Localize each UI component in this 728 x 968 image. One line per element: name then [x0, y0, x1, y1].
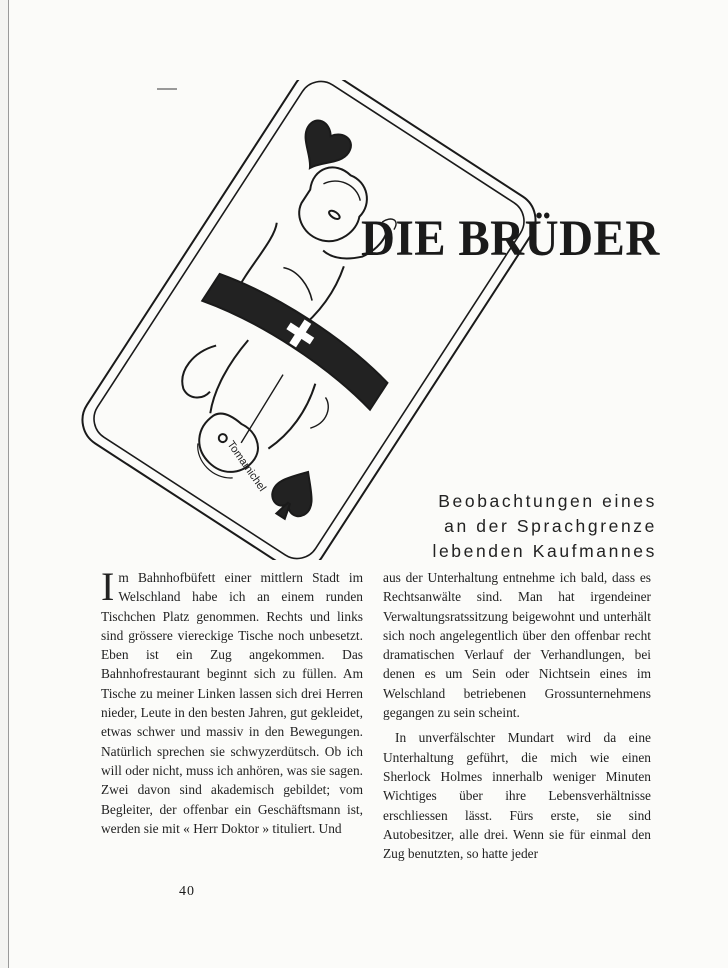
- article-title: DIE BRÜDER: [361, 210, 660, 268]
- lower-figure-eye: [217, 433, 228, 444]
- page-number: 40: [179, 884, 195, 899]
- illustrator-signature: Tomamichel: [224, 438, 269, 494]
- magazine-page: [8, 0, 728, 968]
- subtitle-line-2: an der Sprachgrenze: [444, 516, 657, 536]
- article-subtitle: [432, 489, 657, 564]
- subtitle-line-1: Beobachtungen eines: [438, 491, 657, 511]
- drop-cap: I: [101, 564, 115, 609]
- right-column-paragraph-1: aus der Unterhaltung entnehme ich bald, dass es Rechtsanwälte sind. Man hat irgendeiner Verwaltungsratssitzung beigewohnt und unterhält sich noch angelegentlich über den offenbar recht dramatischen Verlauf der Verhandlungen, bei denen es um Sein oder Nichtsein eines im Welschland betriebenen Grossunternehmens gegangen zu sein scheint.: [383, 570, 651, 721]
- left-text-column: [101, 564, 363, 838]
- right-text-column: [383, 568, 651, 863]
- right-column-paragraph-2: In unverfälschter Mundart wird da eine Unterhaltung geführt, die mich wie einen Sherlock Holmes innerhalb weniger Minuten Wichtiges über ihre Lebensverhältnisse erschliessen lässt. Fürs erste, sie sind Autobesitzer, alle drei. Wenn sie für einmal den Zug benutzten, so hatte jeder: [383, 730, 651, 862]
- spade-icon: [263, 461, 326, 527]
- left-column-paragraph: m Bahnhofbüfett einer mittlern Stadt im Welschland habe ich an einem runden Tischchen Platz genommen. Rechts und links sind grössere viereckige Tische noch unbesetzt. Eben ist ein Zug angekommen. Das Bahnhofrestaurant beginnt sich zu füllen. Am Tische zu meiner Linken lassen sich drei Herren nieder, Leute in den besten Jahren, gut gekleidet, etwas schwer und massiv in den Bewegungen. Natürlich sprechen sie schwyzerdütsch. Ob ich will oder nicht, muss ich anhören, was sie sagen. Zwei davon sind akademisch gebildet; vom Begleiter, der offenbar ein Geschäftsmann ist, werden sie mit « Herr Doktor » tituliert. Und: [101, 570, 363, 836]
- upper-figure-eye: [328, 209, 341, 221]
- playing-card-illustration: [69, 80, 549, 560]
- lower-figure-hand: [174, 338, 233, 403]
- subtitle-line-3: lebenden Kaufmannes: [432, 541, 657, 561]
